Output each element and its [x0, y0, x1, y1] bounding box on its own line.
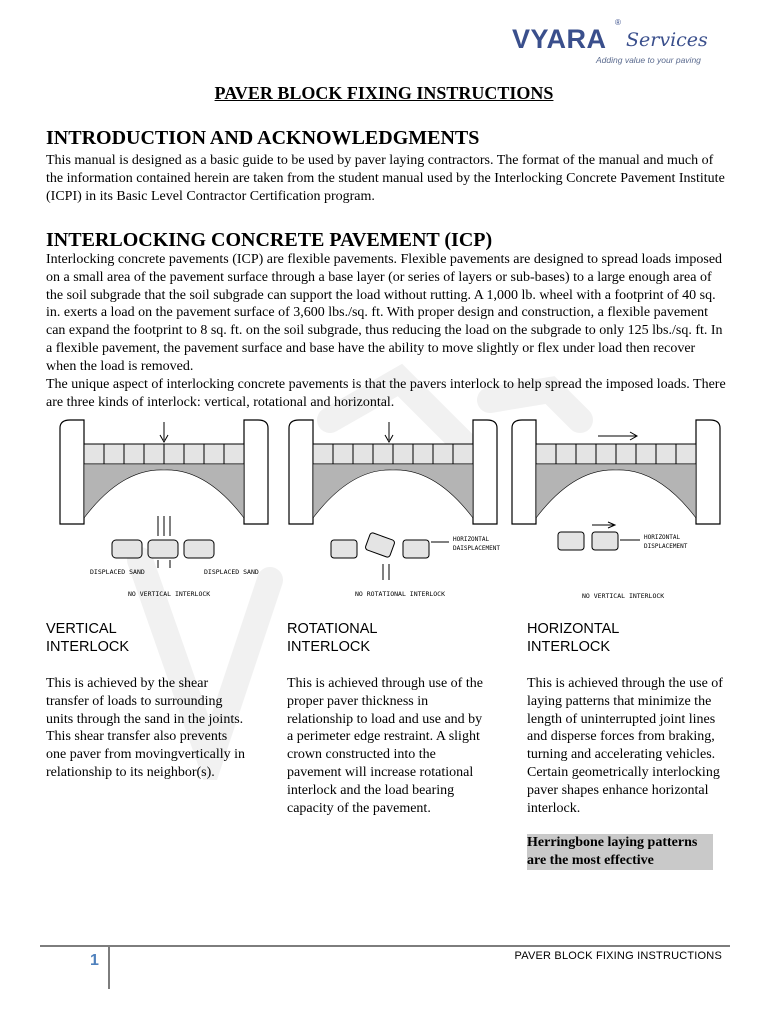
footer-divider	[108, 947, 110, 989]
diagram-caption: NO ROTATIONAL INTERLOCK	[355, 590, 446, 598]
vertical-interlock-heading	[46, 621, 246, 656]
logo-brand: VYARA	[512, 24, 607, 54]
heading-line-1: ROTATIONAL	[287, 621, 378, 637]
footer-title: PAVER BLOCK FIXING INSTRUCTIONS	[514, 950, 722, 962]
logo-registered-mark: ®	[615, 18, 621, 27]
diagram-label-displaced-sand-right: DISPLACED SAND	[204, 568, 259, 576]
heading-line-2: INTERLOCK	[527, 638, 610, 655]
heading-line-2: INTERLOCK	[287, 638, 370, 655]
section-heading-icp: INTERLOCKING CONCRETE PAVEMENT (ICP)	[46, 229, 493, 251]
herringbone-highlight: Herringbone laying patterns are the most effective	[527, 834, 713, 870]
vertical-interlock-diagram	[56, 418, 272, 608]
heading-line-1: HORIZONTAL	[527, 621, 620, 637]
rotational-interlock-heading	[287, 621, 487, 656]
horizontal-interlock-heading	[527, 621, 727, 656]
logo-tagline: Adding value to your paving	[596, 55, 701, 65]
diagram-label-horizontal: HORIZONTAL	[644, 534, 681, 541]
diagram-label-displacement: DISPLACEMENT	[644, 543, 688, 550]
diagram-caption: NO VERTICAL INTERLOCK	[128, 590, 211, 598]
rotational-interlock-diagram	[285, 418, 505, 608]
footer-rule	[40, 945, 730, 947]
vertical-interlock-text: This is achieved by the shear transfer of loads to surrounding units through the sand in the joints. This shear transfer also prevents one paver from movingvertically in relationship to its neighbor(s).	[46, 676, 246, 780]
horizontal-interlock-text: This is achieved through the use of laying patterns that minimize the length of uninterrupted joint lines and disperse forces from braking, turning and accelerating vehicles. Certain geometrically interlocking paver shapes enhance horizontal interlock.	[527, 676, 723, 816]
diagram-label-displaced-sand-left: DISPLACED SAND	[90, 568, 145, 576]
logo-services: Services	[626, 29, 708, 51]
section-heading-introduction: INTRODUCTION AND ACKNOWLEDGMENTS	[46, 127, 480, 149]
diagram-label-horizontal: HORIZONTAL	[453, 536, 490, 543]
diagram-caption: NO VERTICAL INTERLOCK	[582, 592, 665, 600]
heading-line-1: VERTICAL	[46, 621, 117, 637]
page-number: 1	[90, 952, 99, 969]
introduction-paragraph: This manual is designed as a basic guide to be used by paver laying contractors. The format of the manual and much of the information contained herein are taken from the student manual used by the Interlocking Concrete Pavement Institute (ICPI) in its Basic Level Contractor Certification program.	[46, 153, 725, 204]
document-title: PAVER BLOCK FIXING INSTRUCTIONS	[214, 83, 554, 103]
company-logo	[512, 16, 722, 68]
interlock-intro-paragraph: The unique aspect of interlocking concrete pavements is that the pavers interlock to help spread the imposed loads. There are three kinds of interlock: vertical, rotational and horizontal.	[46, 377, 726, 410]
heading-line-2: INTERLOCK	[46, 638, 129, 655]
rotational-interlock-text: This is achieved through use of the proper paver thickness in relationship to load and use and by a perimeter edge restraint. A slight crown constructed into the pavement will increase rotational interlock and the load bearing capacity of the pavement.	[287, 676, 483, 816]
diagram-label-displacement: DAISPLACEMENT	[453, 545, 500, 552]
icp-paragraph: Interlocking concrete pavements (ICP) are flexible pavements. Flexible pavements are designed to spread loads imposed on a small area of the pavement surface through a base layer (or series of layers or sub-bases) to a large enough area of the soil subgrade that the soil subgrade can support the load without rutting. A 1,000 lb. wheel with a footprint of 40 sq. in. exerts a load on the pavement surface of 3,600 lbs./sq. ft. With proper design and construction, a flexible pavement can expand the footprint to 8 sq. ft. on the soil subgrade, thus reducing the load on the subgrade to only 125 lbs./sq. ft. In a flexible pavement, the pavement surface and base have the ability to move slightly or flex under load then recover when the load is removed.	[46, 252, 723, 374]
horizontal-interlock-diagram	[508, 418, 724, 608]
